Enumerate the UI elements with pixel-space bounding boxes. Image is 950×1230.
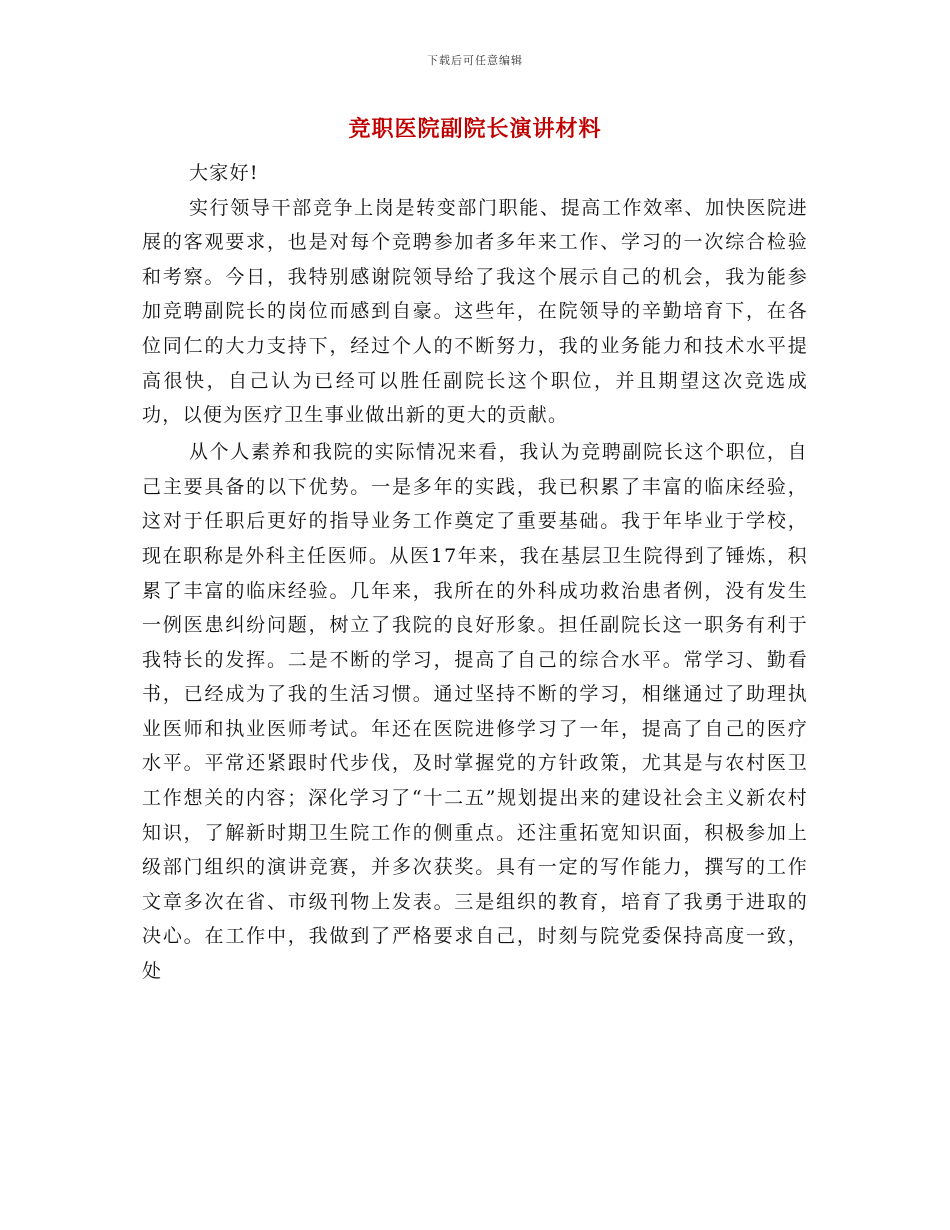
paragraph-2: 从个人素养和我院的实际情况来看，我认为竞聘副院长这个职位，自己主要具备的以下优势。一是多年的实践，我已积累了丰富的临床经验，这对于任职后更好的指导业务工作奠定了重要基础。我于年毕业于学校，现在职称是外科主任医师。从医17年来，我在基层卫生院得到了锤炼，积累了丰富的临床经验。几年来，我所在的外科成功救治患者例，没有发生一例医患纠纷问题，树立了我院的良好形象。担任副院长这一职务有利于我特长的发挥。二是不断的学习，提高了自己的综合水平。常学习、勤看书，已经成为了我的生活习惯。通过坚持不断的学习，相继通过了助理执业医师和执业医师考试。年还在医院进修学习了一年，提高了自己的医疗水平。平常还紧跟时代步伐，及时掌握党的方针政策，尤其是与农村医卫工作想关的内容；深化学习了“十二五”规划提出来的建设社会主义新农村知识，了解新时期卫生院工作的侧重点。还注重拓宽知识面，积极参加上级部门组织的演讲竞赛，并多次获奖。具有一定的写作能力，撰写的工作文章多次在省、市级刊物上发表。三是组织的教育，培育了我勇于进取的决心。在工作中，我做到了严格要求自己，时刻与院党委保持高度一致，处 <box>142 441 808 983</box>
greeting: 大家好! <box>189 162 259 184</box>
document-body <box>142 156 808 991</box>
document-title: 竞职医院副院长演讲材料 <box>348 116 602 142</box>
paragraph-1: 实行领导干部竞争上岗是转变部门职能、提高工作效率、加快医院进展的客观要求，也是对每个竞聘参加者多年来工作、学习的一次综合检验和考察。今日，我特别感谢院领导给了我这个展示自己的机会，我为能参加竞聘副院长的岗位而感到自豪。这些年，在院领导的辛勤培育下，在各位同仁的大力支持下，经过个人的不断努力，我的业务能力和技术水平提高很快，自己认为已经可以胜任副院长这个职位，并且期望这次竞选成功，以便为医疗卫生事业做出新的更大的贡献。 <box>142 196 808 427</box>
header-note: 下载后可任意编辑 <box>427 54 523 67</box>
